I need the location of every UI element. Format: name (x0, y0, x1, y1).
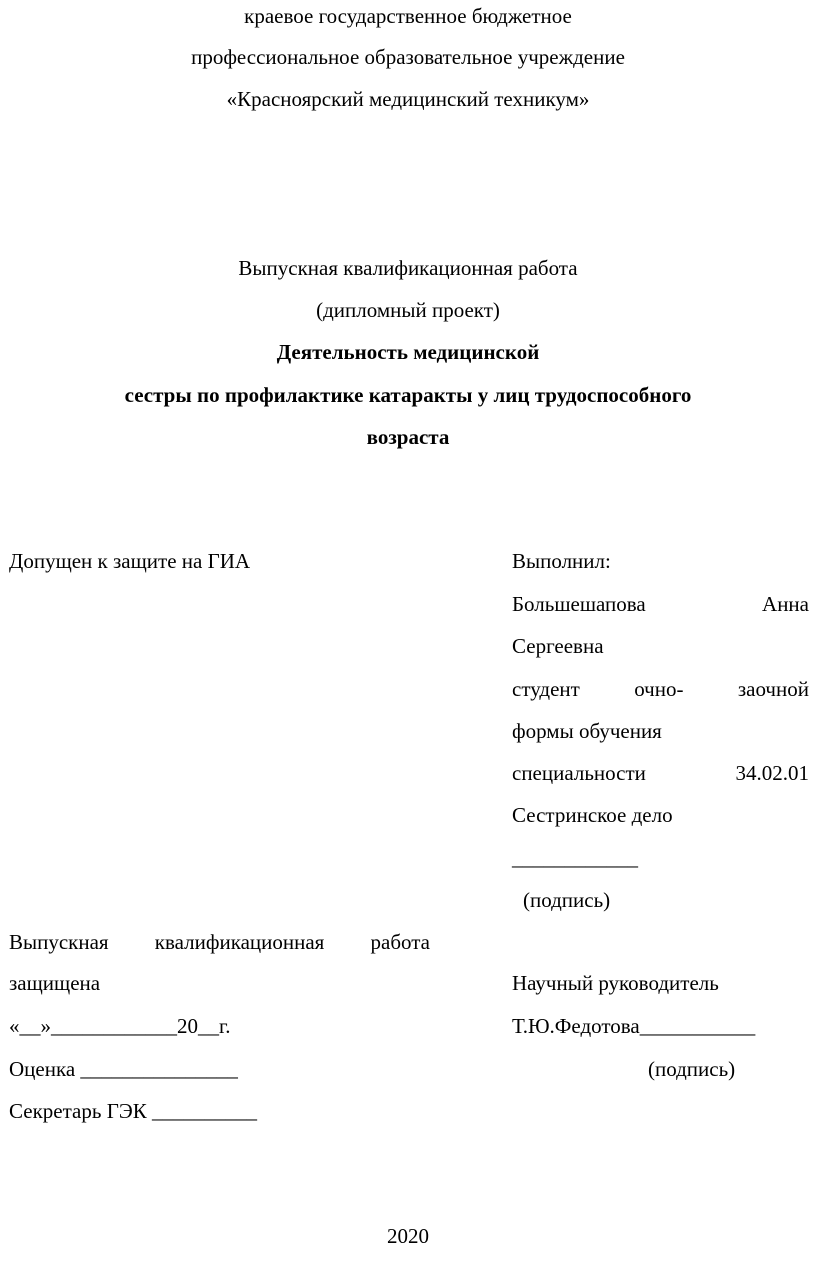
student-word-1: студент (512, 677, 580, 701)
performed-label: Выполнил: (512, 549, 611, 573)
work-title-line-3: возраста (366, 425, 450, 449)
student-word-3: заочной (737, 677, 809, 701)
specialty-label: специальности (512, 761, 646, 785)
work-subtype: (дипломный проект) (316, 298, 500, 322)
supervisor-label: Научный руководитель (512, 971, 719, 995)
defended-word-3: работа (370, 930, 430, 954)
defended-word-2: квалификационная (154, 930, 325, 954)
institution-line-2: профессиональное образовательное учреждение (191, 45, 625, 69)
defense-date-line: «__»____________20__г. (9, 1014, 231, 1038)
work-type: Выпускная квалификационная работа (238, 256, 578, 280)
work-title-line-2: сестры по профилактике катаракты у лиц трудоспособного (124, 383, 692, 407)
student-name-line (512, 594, 809, 615)
defended-word-1: Выпускная (9, 930, 109, 954)
supervisor-name: Т.Ю.Федотова___________ (512, 1014, 756, 1038)
specialty-name: Сестринское дело (512, 803, 673, 827)
defended-line-1 (9, 932, 430, 953)
student-patronymic: Сергеевна (512, 634, 604, 658)
student-signature-blank: ____________ (512, 846, 638, 870)
institution-line-3: «Красноярский медицинский техникум» (226, 87, 590, 111)
supervisor-signature-label: (подпись) (648, 1057, 736, 1081)
specialty-code: 34.02.01 (735, 761, 809, 785)
work-title-line-1: Деятельность медицинской (276, 340, 540, 364)
specialty-line (512, 763, 809, 784)
student-first-name: Анна (762, 592, 809, 616)
grade-line: Оценка _______________ (9, 1057, 238, 1081)
defended-line-2: защищена (9, 971, 101, 995)
student-word-2: очно- (634, 677, 684, 701)
student-signature-label: (подпись) (523, 888, 611, 912)
student-form-line-1 (512, 679, 809, 700)
admitted-to-defense: Допущен к защите на ГИА (9, 549, 251, 573)
institution-line-1: краевое государственное бюджетное (244, 4, 572, 28)
student-surname: Большешапова (512, 592, 646, 616)
student-form-line-2: формы обучения (512, 719, 662, 743)
year: 2020 (387, 1224, 429, 1248)
secretary-line: Секретарь ГЭК __________ (9, 1099, 257, 1123)
